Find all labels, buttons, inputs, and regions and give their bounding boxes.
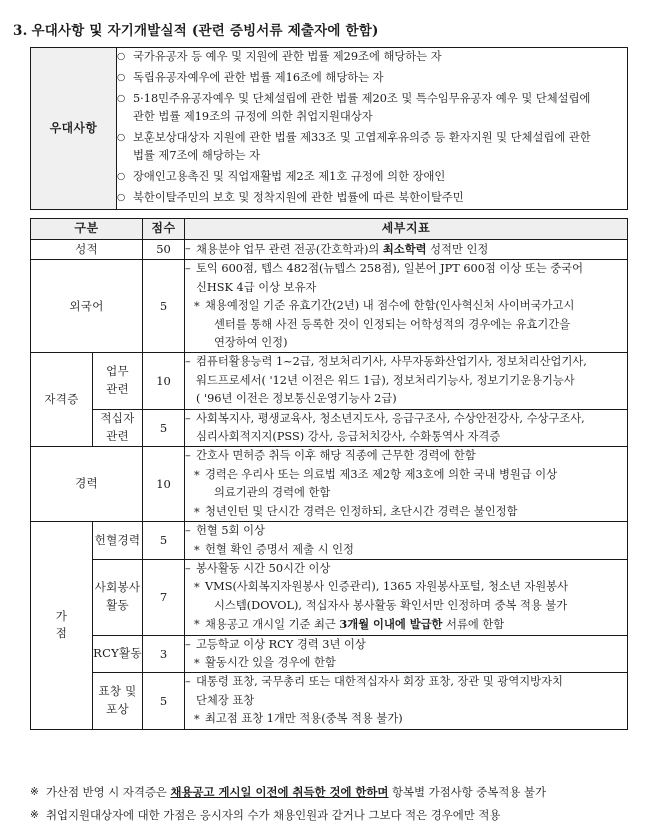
column-header-score: 점수 (143, 219, 185, 240)
table-row-rcy (31, 635, 628, 673)
detail-line: 의료기관의 경력에 한함 (214, 486, 331, 500)
table-row-volunteer (31, 559, 628, 635)
category-cell: 성적 (31, 240, 143, 260)
detail-line: 워드프로세서( '12년 이전은 워드 1급), 정보처리기능사, 정보기기운용기능사 (196, 373, 575, 387)
detail-text-pre: 채용분야 업무 관련 전공(간호학과)의 (196, 243, 383, 256)
table-header-row (31, 219, 628, 240)
detail-line (185, 615, 627, 634)
preference-item-line1: ○ 국가유공자 등 예우 및 지원에 관한 법률 제29조에 해당하는 자 (133, 50, 442, 63)
subcategory-line1: 표창 및 (98, 684, 137, 699)
preference-item-line1: ○ 5·18민주유공자예우 및 단체설립에 관한 법률 제20조 및 특수임무유공자 예우 및 단체설립에 (133, 91, 591, 105)
detail-line: 단체장 표창 (196, 693, 255, 707)
table-row-seongjeok (31, 240, 628, 260)
footnote-text-pre: 취업지원대상자에 대한 가점은 응시자의 수가 채용인원과 같거나 그보다 적은 경우에만 적용 (46, 807, 501, 822)
preference-table (30, 47, 628, 210)
table-row-blood-donation (31, 522, 628, 560)
page-title (13, 19, 379, 39)
detail-line: 연장하여 인정) (214, 336, 288, 350)
preference-body-cell (117, 48, 628, 210)
preference-item-line1: ○ 독립유공자예우에 관한 법률 제16조에 해당하는 자 (133, 70, 384, 84)
detail-cell (185, 522, 628, 560)
subcategory-line1: 적십자 (100, 411, 135, 426)
column-header-detail: 세부지표 (185, 219, 628, 240)
table-row-award (31, 673, 628, 729)
subcategory-cell (93, 353, 143, 409)
footnote-item (30, 807, 640, 825)
detail-line: – 컴퓨터활용능력 1~2급, 정보처리기사, 사무자동화산업기사, 정보처리산업기사, (185, 353, 627, 371)
detail-line: – 고등학교 이상 RCY 경력 3년 이상 (185, 636, 627, 654)
detail-line: * 경력은 우리사 또는 의료법 제3조 제2항 제3호에 의한 국내 병원급 이상 (185, 466, 627, 484)
list-item (117, 48, 627, 66)
score-cell: 5 (143, 673, 185, 729)
table-row-foreign-language (31, 260, 628, 353)
subcategory-cell (93, 559, 143, 635)
detail-line: ( '96년 이전은 정보통신운영기능사 2급) (196, 392, 397, 406)
section-title-note: (관련 증빙서류 제출자에 한함) (191, 23, 379, 39)
list-item (117, 69, 627, 87)
detail-line: – 봉사활동 시간 50시간 이상 (185, 560, 627, 578)
detail-line: * 청년인턴 및 단시간 경력은 인정하되, 초단시간 경력은 불인정함 (185, 503, 627, 521)
score-cell: 5 (143, 522, 185, 560)
preference-list (117, 48, 627, 207)
subcategory-line2: 활동 (106, 598, 129, 613)
detail-line: * VMS(사회복지자원봉사 인증관리), 1365 자원봉사포털, 청소년 자원봉사 (185, 578, 627, 596)
detail-text-post: 서류에 한함 (442, 618, 505, 632)
score-cell: 10 (143, 353, 185, 409)
table-row-cert-redcross (31, 409, 628, 447)
detail-line: 신HSK 4급 이상 보유자 (196, 280, 317, 294)
list-item (117, 168, 627, 186)
detail-line: – 대통령 표창, 국무총리 또는 대한적십자사 회장 표창, 장관 및 광역지방자치 (185, 673, 627, 691)
preference-item-line2: 관한 법률 제19조의 규정에 의한 취업지원대상자 (133, 109, 373, 123)
detail-line: – 헌혈 5회 이상 (185, 522, 627, 540)
detail-line: * 최고점 표창 1개만 적용(중복 적용 불가) (185, 710, 627, 728)
footnotes (30, 784, 640, 829)
footnote-text-underline: 채용공고 게시일 이전에 취득한 것에 한하며 (170, 785, 389, 799)
detail-line: * 헌혈 확인 증명서 제출 시 인정 (185, 541, 627, 559)
detail-line: – 간호사 면허증 취득 이후 해당 직종에 근무한 경력에 한함 (185, 447, 627, 465)
detail-text-bold: 최소학력 (382, 242, 427, 256)
subcategory-cell (93, 673, 143, 729)
table-row-career (31, 447, 628, 522)
detail-cell (185, 559, 628, 635)
detail-cell (185, 353, 628, 409)
score-cell: 5 (143, 260, 185, 353)
detail-line: * 활동시간 있을 경우에 한함 (185, 654, 627, 672)
preference-label-cell: 우대사항 (31, 48, 117, 210)
score-cell: 3 (143, 635, 185, 673)
column-header-category: 구분 (31, 219, 143, 240)
detail-cell (185, 673, 628, 729)
detail-line: 센터를 통해 사전 등록한 것이 인정되는 어학성적의 경우에는 유효기간을 (214, 317, 571, 331)
section-title: 우대사항 및 자기개발실적 (31, 23, 187, 39)
score-cell: 10 (143, 447, 185, 522)
detail-text-bold: 3개월 이내에 발급한 (339, 617, 443, 632)
detail-line (185, 240, 627, 259)
subcategory-line1: 사회봉사 (94, 580, 141, 595)
category-cell-certification: 자격증 (31, 353, 93, 447)
detail-cell (185, 409, 628, 447)
detail-cell (185, 240, 628, 260)
footnote-text-pre: 가산점 반영 시 자격증은 (46, 785, 171, 799)
score-cell: 7 (143, 559, 185, 635)
subcategory-line2: 관련 (106, 382, 129, 397)
list-item (117, 189, 627, 207)
preference-item-line1: ○ 북한이탈주민의 보호 및 정착지원에 관한 법률에 따른 북한이탈주민 (133, 190, 464, 204)
footnote-item (30, 784, 640, 802)
detail-line: 시스템(DOVOL), 적십자사 봉사활동 확인서만 인정하며 중복 적용 불가 (214, 598, 568, 612)
table-row-cert-work (31, 353, 628, 409)
detail-line: – 사회복지사, 평생교육사, 청소년지도사, 응급구조사, 수상안전강사, 수상구조사, (185, 410, 627, 428)
list-item (117, 90, 627, 127)
subcategory-cell: 헌혈경력 (93, 522, 143, 560)
subcategory-line1: 업무 (106, 364, 129, 379)
category-cell: 외국어 (31, 260, 143, 353)
score-cell: 50 (143, 240, 185, 260)
subcategory-cell: RCY활동 (93, 635, 143, 673)
list-item (117, 129, 627, 166)
detail-cell (185, 260, 628, 353)
category-cell: 경력 (31, 447, 143, 522)
detail-cell (185, 447, 628, 522)
score-table (30, 218, 628, 730)
section-number: 3. (13, 23, 28, 39)
subcategory-line2: 포상 (106, 701, 129, 716)
preference-item-line1: ○ 보훈보상대상자 지원에 관한 법률 제33조 및 고엽제후유의증 등 환자지원 및 단체설립에 관한 (133, 130, 591, 144)
detail-line: – 토익 600점, 텝스 482점(뉴텝스 258점), 일본어 JPT 600점 이상 또는 중국어 (185, 260, 627, 278)
category-cell-bonus-points (31, 522, 93, 729)
score-cell: 5 (143, 409, 185, 447)
bonus-label-char2: 점 (55, 626, 68, 641)
subcategory-line2: 관련 (106, 429, 129, 444)
detail-line: * 채용예정일 기준 유효기간(2년) 내 점수에 한함(인사혁신처 사이버국가고시 (185, 297, 627, 315)
detail-text-pre: 채용공고 개시일 기준 최근 (205, 618, 340, 632)
subcategory-cell (93, 409, 143, 447)
preference-item-line2: 법률 제7조에 해당하는 자 (133, 148, 261, 162)
detail-line: 심리사회적지지(PSS) 강사, 응급처치강사, 수화통역사 자격증 (196, 430, 501, 444)
bonus-label-char1: 가 (55, 609, 68, 624)
table-row (31, 48, 628, 210)
footnote-text-post: 항복별 가점사항 중복적용 불가 (388, 785, 546, 799)
detail-cell (185, 635, 628, 673)
detail-text-post: 성적만 인정 (426, 243, 489, 256)
preference-item-line1: ○ 장애인고용촉진 및 직업재활법 제2조 제1호 규정에 의한 장애인 (133, 169, 446, 183)
